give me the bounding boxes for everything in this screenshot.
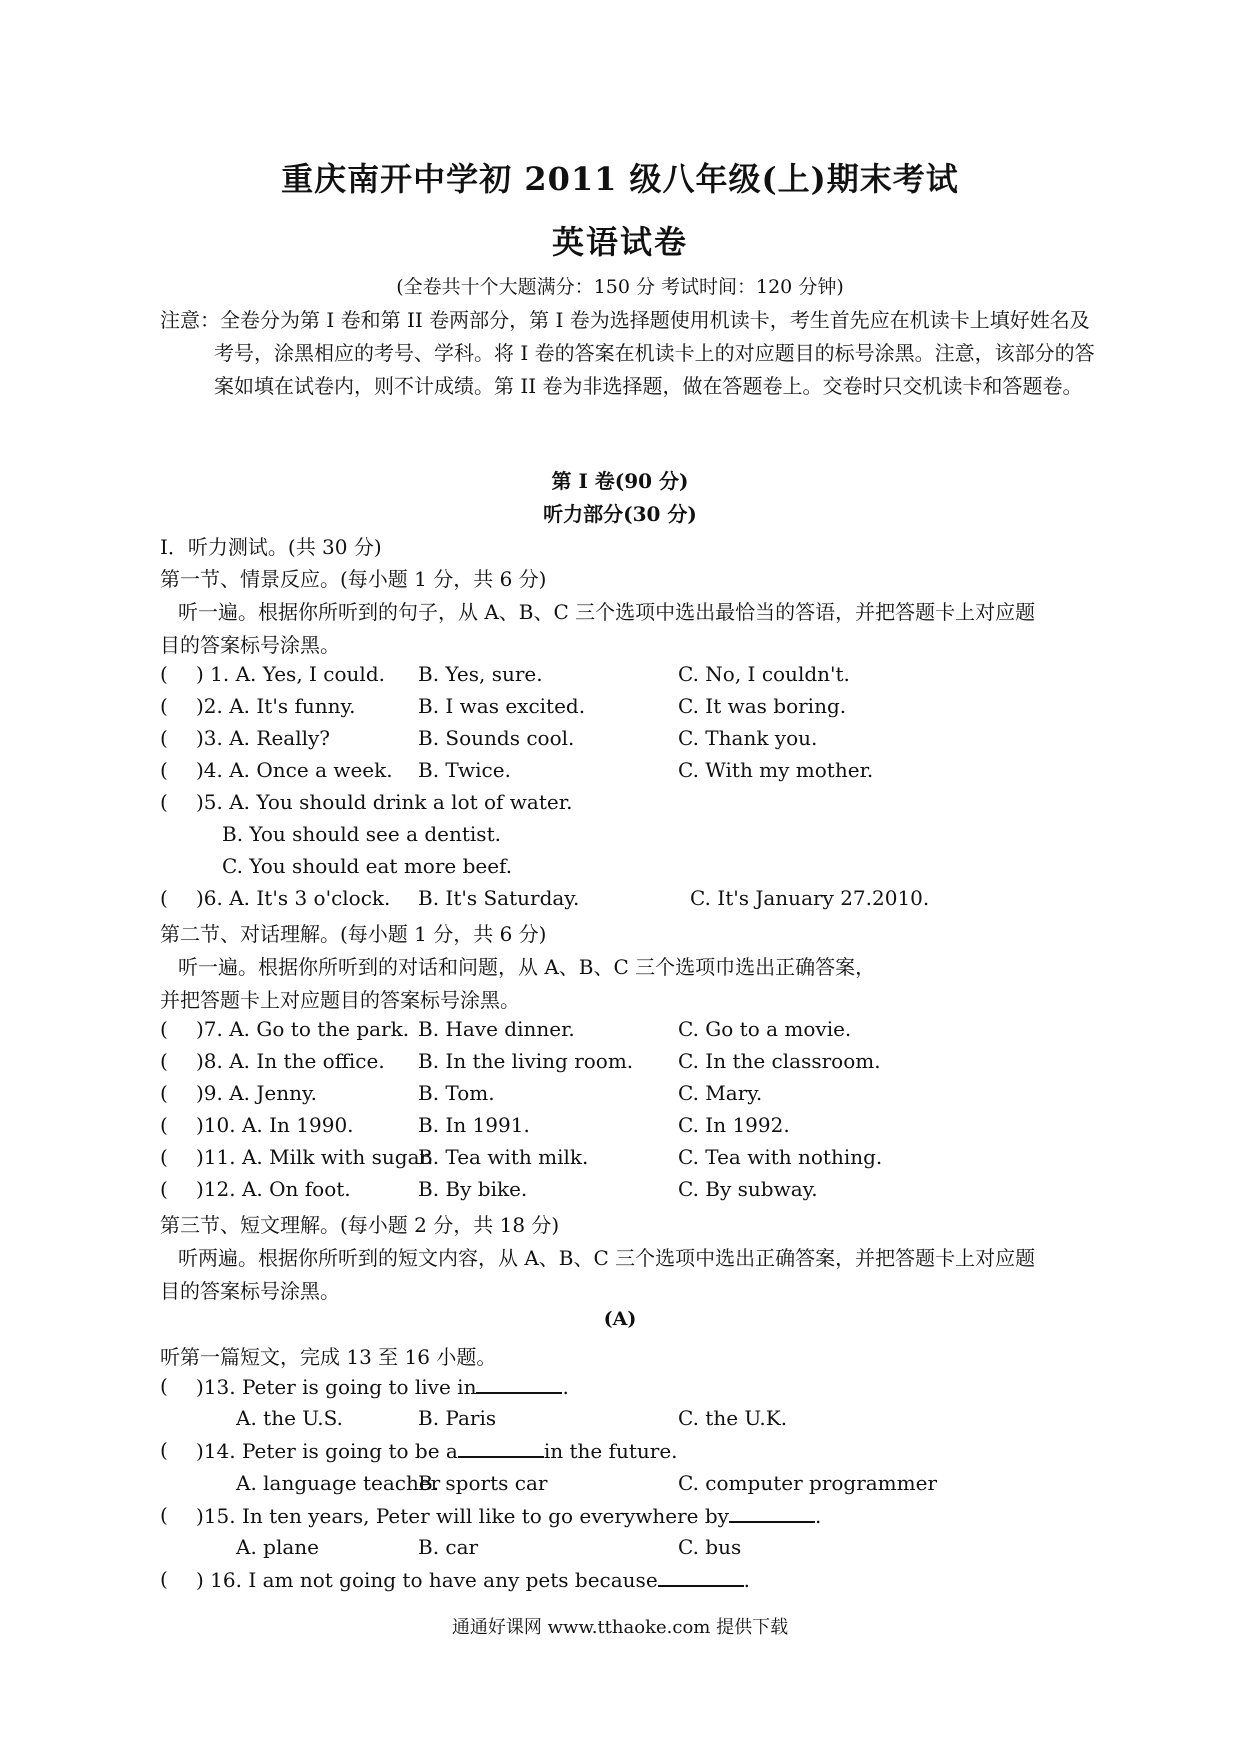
q14-stem-end: in the future. [543, 1439, 678, 1463]
q1-option-c: C. No, I couldn't. [678, 662, 850, 686]
q3-option-b: B. Sounds cool. [418, 726, 575, 750]
q1-option-b: B. Yes, sure. [418, 662, 543, 686]
q6-option-c: C. It's January 27.2010. [690, 886, 930, 910]
q3-option-c: C. Thank you. [678, 726, 818, 750]
sec3-instr-2: 目的答案标号涂黑。 [160, 1279, 340, 1303]
q13-stem-text: )13. Peter is going to live in [196, 1375, 477, 1399]
q1-option-a: ) 1. A. Yes, I could. [196, 662, 385, 686]
q14-stem-text: )14. Peter is going to be a [196, 1439, 458, 1463]
q5-option-a: )5. A. You should drink a lot of water. [196, 790, 573, 814]
exam-subtitle: 英语试卷 [551, 223, 688, 261]
q5-option-b: B. You should see a dentist. [222, 822, 501, 846]
q14-option-a: A. language teacher [236, 1471, 441, 1495]
sec1-instr: 听一遍。根据你所听到的句子，从 A、B、C 三个选项中选出最恰当的答语，并把答题卡上对应题 [178, 600, 1036, 624]
q11-option-a: )11. A. Milk with sugar. [196, 1145, 434, 1169]
q8-option-c: C. In the classroom. [678, 1049, 881, 1073]
q15-option-a: A. plane [236, 1535, 319, 1559]
q16-stem [196, 1567, 750, 1592]
answer-paren: ( [160, 694, 168, 718]
answer-paren: ( [160, 1145, 168, 1169]
q10-option-b: B. In 1991. [418, 1113, 530, 1137]
answer-paren: ( [160, 1081, 168, 1105]
q15-option-c: C. bus [678, 1535, 742, 1559]
q4-option-c: C. With my mother. [678, 758, 874, 782]
q4-option-a: )4. A. Once a week. [196, 758, 393, 782]
q14-stem [196, 1438, 678, 1463]
listening-title: 听力部分(30 分) [543, 502, 697, 526]
answer-paren: ( [160, 1049, 168, 1073]
q15-option-b: B. car [418, 1535, 479, 1559]
q8-option-b: B. In the living room. [418, 1049, 634, 1073]
answer-paren: ( [160, 1017, 168, 1041]
q10-option-a: )10. A. In 1990. [196, 1113, 354, 1137]
q15-stem [196, 1503, 821, 1528]
sec1-instr-2: 目的答案标号涂黑。 [160, 633, 340, 657]
q2-option-b: B. I was excited. [418, 694, 586, 718]
q6-option-b: B. It's Saturday. [418, 886, 580, 910]
q14-option-c: C. computer programmer [678, 1471, 938, 1495]
sec1-header: 第一节、情景反应。(每小题 1 分，共 6 分) [160, 567, 547, 591]
answer-paren: ( [160, 1113, 168, 1137]
sec2-header: 第二节、对话理解。(每小题 1 分，共 6 分) [160, 922, 547, 946]
part1-title: 第 I 卷(90 分) [551, 469, 689, 493]
q12-option-c: C. By subway. [678, 1177, 818, 1201]
q14-option-b: B. sports car [418, 1471, 548, 1495]
answer-paren: ( [160, 1567, 168, 1591]
answer-paren: ( [160, 1438, 168, 1462]
q7-option-c: C. Go to a movie. [678, 1017, 852, 1041]
q5-option-c: C. You should eat more beef. [222, 854, 513, 878]
q7-option-b: B. Have dinner. [418, 1017, 575, 1041]
answer-paren: ( [160, 726, 168, 750]
q13-option-b: B. Paris [418, 1406, 497, 1430]
page-footer: 通通好课网 www.tthaoke.com 提供下载 [451, 1617, 789, 1638]
q2-option-c: C. It was boring. [678, 694, 847, 718]
sec2-instr-2: 并把答题卡上对应题目的答案标号涂黑。 [160, 988, 520, 1012]
q3-option-a: )3. A. Really? [196, 726, 331, 750]
q11-option-b: B. Tea with milk. [418, 1145, 589, 1169]
period: . [743, 1568, 751, 1592]
answer-paren: ( [160, 662, 168, 686]
q13-stem [196, 1374, 569, 1399]
answer-paren: ( [160, 886, 168, 910]
exam-notice: 注意：全卷分为第 I 卷和第 II 卷两部分，第 I 卷为选择题使用机读卡，考生首先应在机读卡上填好姓名及考号，涂黑相应的考号、学科。将 I 卷的答案在机读卡上的对应题目的标号涂黑。注意，该部分的答案如填在试卷内，则不计成绩。第 II 卷为非选择题，做在答题卷上。交卷时只交机读卡和答题卷。 [160, 308, 1095, 398]
exam-info: (全卷共十个大题满分：150 分 考试时间：120 分钟) [396, 276, 844, 298]
q9-option-b: B. Tom. [418, 1081, 495, 1105]
q16-stem-text: ) 16. I am not going to have any pets because [196, 1568, 658, 1592]
answer-paren: ( [160, 758, 168, 782]
answer-blank [729, 1503, 815, 1523]
answer-paren: ( [160, 790, 168, 814]
q15-stem-text: )15. In ten years, Peter will like to go everywhere by [196, 1504, 729, 1528]
q12-option-b: B. By bike. [418, 1177, 528, 1201]
sec3-header: 第三节、短文理解。(每小题 2 分，共 18 分) [160, 1213, 560, 1237]
q4-option-b: B. Twice. [418, 758, 511, 782]
q6-option-a: )6. A. It's 3 o'clock. [196, 886, 391, 910]
exam-title: 重庆南开中学初 2011 级八年级(上)期末考试 [281, 160, 959, 198]
q2-option-a: )2. A. It's funny. [196, 694, 356, 718]
q9-option-a: )9. A. Jenny. [196, 1081, 318, 1105]
q10-option-c: C. In 1992. [678, 1113, 790, 1137]
sec3-instr: 听两遍。根据你所听到的短文内容，从 A、B、C 三个选项中选出正确答案，并把答题卡上对应题 [178, 1246, 1036, 1270]
q8-option-a: )8. A. In the office. [196, 1049, 385, 1073]
period: . [562, 1375, 569, 1399]
q11-option-c: C. Tea with nothing. [678, 1145, 883, 1169]
answer-paren: ( [160, 1177, 168, 1201]
answer-blank [476, 1374, 562, 1394]
answer-paren: ( [160, 1374, 168, 1398]
sub-section-a: (A) [603, 1308, 637, 1330]
period: . [814, 1504, 822, 1528]
answer-blank [658, 1567, 744, 1587]
q7-option-a: )7. A. Go to the park. [196, 1017, 410, 1041]
q13-option-c: C. the U.K. [678, 1406, 788, 1430]
q13-option-a: A. the U.S. [236, 1406, 343, 1430]
answer-paren: ( [160, 1503, 168, 1527]
q12-option-a: )12. A. On foot. [196, 1177, 351, 1201]
sec2-instr: 听一遍。根据你所听到的对话和问题，从 A、B、C 三个选项巾选出正确答案， [178, 955, 876, 979]
q9-option-c: C. Mary. [678, 1081, 763, 1105]
section-i-header: I．听力测试。(共 30 分) [160, 535, 382, 559]
answer-blank [458, 1438, 544, 1458]
passage-intro: 听第一篇短文，完成 13 至 16 小题。 [160, 1345, 497, 1369]
